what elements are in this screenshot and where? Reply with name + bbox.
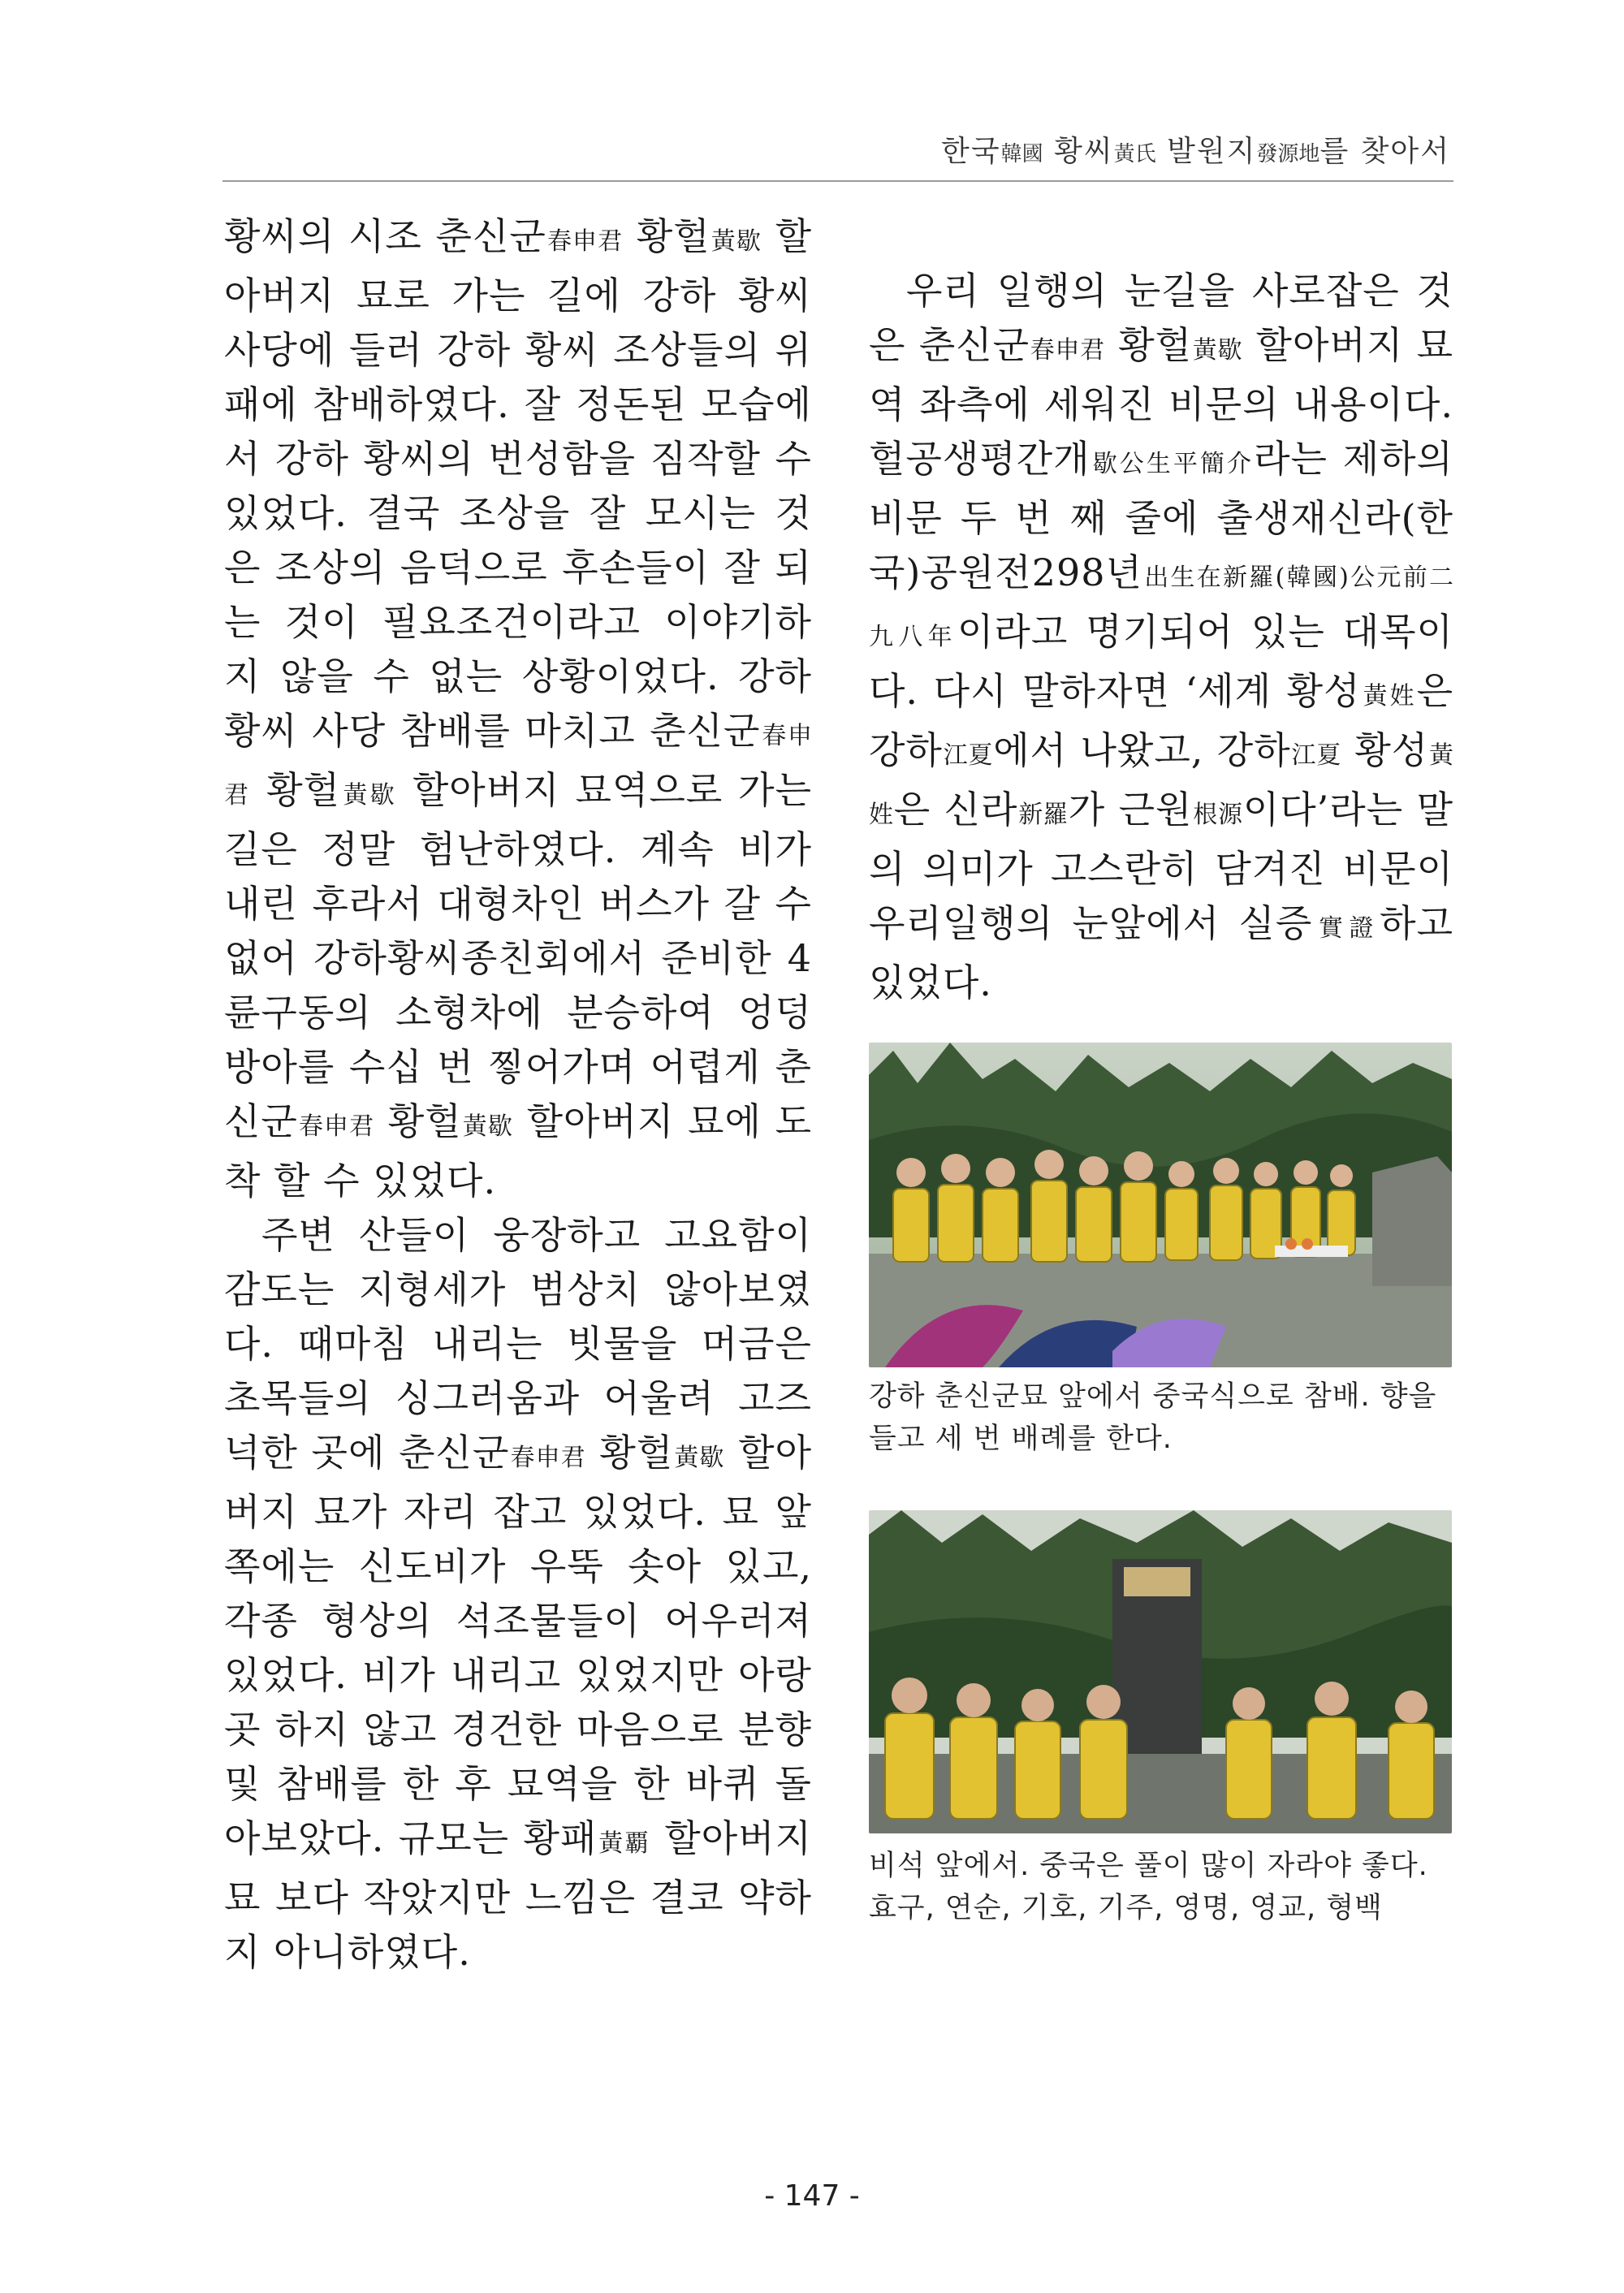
- running-header: [941, 128, 1450, 170]
- hanja-annotation: 春申君: [546, 227, 624, 256]
- text-run: 황헐: [251, 768, 341, 812]
- hanja-annotation: 根源: [1192, 801, 1243, 829]
- hanja-annotation: 黃歇: [340, 781, 397, 810]
- paragraph: [224, 209, 812, 1208]
- hanja-annotation: 黃氏: [1113, 142, 1156, 166]
- text-run: 를 찾아서: [1320, 135, 1450, 168]
- text-run: 황헐: [623, 214, 710, 258]
- photo-stele-illustration: [869, 1510, 1452, 1833]
- hanja-annotation: 黃覇: [597, 1829, 650, 1858]
- hanja-annotation: 實證: [1312, 914, 1380, 943]
- photo-group-at-stele: [869, 1510, 1452, 1833]
- text-run: 할아버지 묘역 좌측에 세워진 비문의 내용이다. 헐공생평간개: [869, 323, 1454, 481]
- hanja-annotation: 歇公生平簡介: [1090, 450, 1255, 478]
- hanja-annotation: 黃歇: [1192, 336, 1243, 365]
- text-run: 할아버지 묘 보다 작았지만 느낌은 결코 약하지 아니하였다.: [224, 1816, 812, 1974]
- text-run: 황씨: [1043, 135, 1114, 168]
- text-run: 이다’라는 말의 의미가 고스란히 담겨진 비문이 우리일행의 눈앞에서 실증: [869, 788, 1454, 945]
- text-run: 할아버지 묘가 자리 잡고 있었다. 묘 앞쪽에는 신도비가 우뚝 솟아 있고, 각종 형상의 석조물들이 어우러져 있었다. 비가 내리고 있었지만 아랑곳 하지 않고 경건한 마음으로 분향 및 참배를 한 후 묘역을 한 바퀴 돌아보았다. 규모는 황패: [224, 1431, 813, 1860]
- hanja-annotation: 出生在新羅(韓國)公元前二九八年: [869, 564, 1453, 651]
- text-run: 할아버지 묘에 도착 할 수 있었다.: [224, 1099, 813, 1203]
- paragraph: [869, 264, 1453, 1010]
- hanja-annotation: 黃歇: [461, 1112, 513, 1141]
- photo-bowing-illustration: [869, 1043, 1452, 1367]
- hanja-annotation: 春申君: [297, 1112, 375, 1141]
- text-run: 은 강하: [869, 669, 1453, 772]
- hanja-annotation: 春申君: [509, 1444, 586, 1472]
- photo2-caption: 비석 앞에서. 중국은 풀이 많이 자라야 좋다. 효구, 연순, 기호, 기주, 영명, 영교, 형백: [869, 1850, 1428, 1924]
- paragraph: [224, 1208, 812, 1980]
- hanja-annotation: 黃歇: [673, 1444, 725, 1472]
- hanja-annotation: 春申君: [1030, 336, 1105, 365]
- text-run: 주변 산들이 웅장하고 고요함이 감도는 지형세가 범상치 않아보였다. 때마침 내리는 빗물을 머금은 초목들의 싱그러움과 어울려 고즈넉한 곳에 춘신군: [224, 1213, 812, 1475]
- hanja-annotation: 江夏: [1290, 741, 1341, 770]
- text-run: 황헐: [585, 1431, 674, 1475]
- text-run: 가 근원: [1068, 788, 1193, 831]
- text-run: 은 신라: [893, 788, 1018, 831]
- text-run: 한국: [941, 135, 1001, 168]
- hanja-annotation: 黃歇: [710, 227, 762, 256]
- hanja-annotation: 黃姓: [1360, 682, 1417, 710]
- hanja-annotation: 春申君: [224, 722, 812, 810]
- text-run: 황씨의 시조 춘신군: [224, 214, 546, 258]
- text-run: 발원지: [1155, 135, 1257, 168]
- text-run: 이라고 명기되어 있는 대목이다. 다시 말하자면 ‘세계 황성: [869, 610, 1453, 713]
- left-column: [224, 209, 812, 1980]
- hanja-annotation: 韓國: [1000, 142, 1043, 166]
- header-rule: [222, 180, 1453, 182]
- text-run: 할아버지 묘로 가는 길에 강하 황씨 사당에 들러 강하 황씨 조상들의 위패에 참배하였다. 잘 정돈된 모습에서 강하 황씨의 번성함을 짐작할 수 있었다. 결국 조상을 잘 모시는 것은 조상의 음덕으로 후손들이 잘 되는 것이 필요조건이라고 이야기하지 않을 수 없는 상황이었다. 강하 황씨 사당 참배를 마치고 춘신군: [224, 214, 813, 753]
- hanja-annotation: 發源地: [1256, 142, 1320, 166]
- text-run: 황성: [1341, 728, 1429, 772]
- text-run: 라는 제하의 비문 두 번 째 줄에 출생재신라(한국)공원전298년: [869, 437, 1453, 594]
- text-run: 할아버지 묘역으로 가는 길은 정말 험난하였다. 계속 비가 내린 후라서 대형차인 버스가 갈 수 없어 강하황씨종친회에서 준비한 4륜구동의 소형차에 분승하여 엉덩방아를 수십 번 찧어가며 어렵게 춘신군: [224, 768, 813, 1143]
- photo1-caption: 강하 춘신군묘 앞에서 중국식으로 참배. 향을 들고 세 번 배례를 한다.: [869, 1380, 1437, 1455]
- text-run: 황헐: [1104, 323, 1193, 367]
- hanja-annotation: 新羅: [1017, 801, 1069, 829]
- text-run: 에서 나왔고, 강하: [993, 728, 1291, 772]
- text-run: 하고 있었다.: [869, 901, 1454, 1004]
- photo-bowing-at-tomb: [869, 1043, 1452, 1367]
- text-run: 우리 일행의 눈길을 사로잡은 것은 춘신군: [869, 269, 1453, 367]
- right-column: [869, 264, 1453, 1010]
- hanja-annotation: 黃姓: [869, 741, 1454, 829]
- text-run: 황헐: [374, 1099, 462, 1143]
- page-number: - 147 -: [764, 2179, 860, 2213]
- hanja-annotation: 江夏: [942, 741, 994, 770]
